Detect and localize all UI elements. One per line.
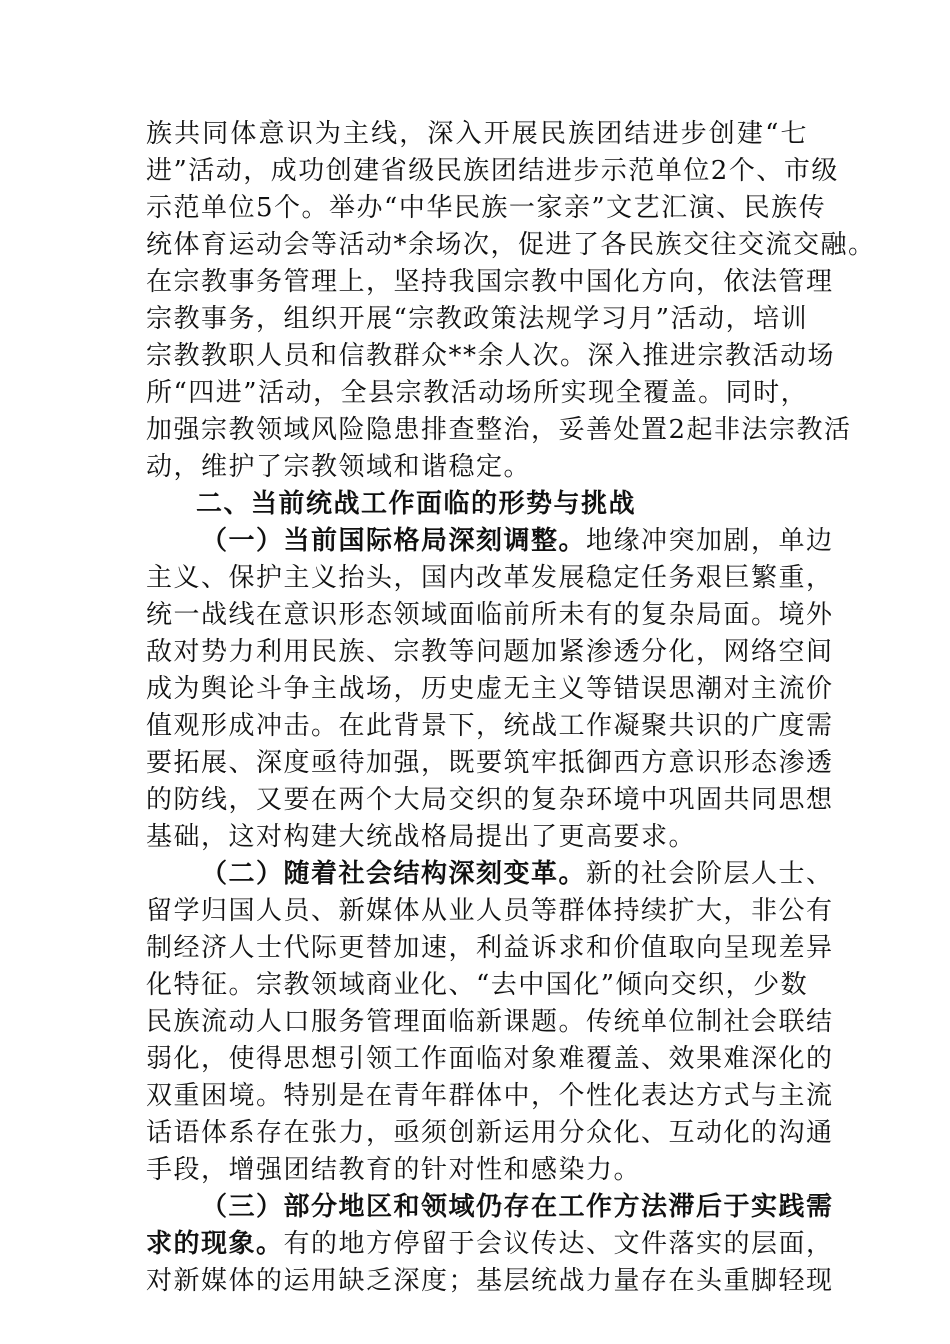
text-line: 弱化，使得思想引领工作面临对象难覆盖、效果难深化的: [146, 1044, 834, 1074]
text-line: 双重困境。特别是在青年群体中，个性化表达方式与主流: [146, 1081, 834, 1111]
text-line: 宗教事务，组织开展“宗教政策法规学习月”活动，培训: [146, 304, 809, 334]
text-line: 进”活动，成功创建省级民族团结进步示范单位2个、市级: [146, 156, 839, 186]
text-line: 宗教教职人员和信教群众**余人次。深入推进宗教活动场: [146, 341, 836, 371]
paragraph-1: [146, 116, 876, 486]
item-3-second-line: [146, 1226, 834, 1263]
item-1-first-rest: 地缘冲突加剧，单边: [586, 526, 834, 556]
text-line: 动，维护了宗教领域和谐稳定。: [146, 452, 532, 482]
text-line: 在宗教事务管理上，坚持我国宗教中国化方向，依法管理: [146, 267, 834, 297]
text-line: 手段，增强团结教育的针对性和感染力。: [146, 1155, 642, 1185]
text-line: 加强宗教领域风险隐患排查整治，妥善处置2起非法宗教活: [146, 415, 852, 445]
text-line: 化特征。宗教领域商业化、“去中国化”倾向交织，少数: [146, 970, 809, 1000]
text-line: 统一战线在意识形态领域面临前所未有的复杂局面。境外: [146, 600, 834, 630]
text-line: 成为舆论斗争主战场，历史虚无主义等错误思潮对主流价: [146, 674, 834, 704]
text-line: 统体育运动会等活动*余场次，促进了各民族交往交流交融。: [146, 230, 876, 260]
text-line: 基础，这对构建大统战格局提出了更高要求。: [146, 822, 697, 852]
text-line: 族共同体意识为主线，深入开展民族团结进步创建“七: [146, 119, 808, 149]
text-line: 的防线，又要在两个大局交织的复杂环境中巩固共同思想: [146, 785, 834, 815]
item-1: [146, 523, 834, 856]
text-line: 要拓展、深度亟待加强，既要筑牢抵御西方意识形态渗透: [146, 748, 834, 778]
text-line: 主义、保护主义抬头，国内改革发展稳定任务艰巨繁重，: [146, 563, 834, 593]
document-body: [146, 116, 876, 1300]
item-3-lead: （三）部分地区和领域仍存在工作方法滞后于实践需: [201, 1192, 834, 1222]
item-2-first-line: [146, 856, 834, 893]
text-line: 示范单位5个。举办“中华民族一家亲”文艺汇演、民族传: [146, 193, 827, 223]
text-line: 对新媒体的运用缺乏深度；基层统战力量存在头重脚轻现: [146, 1266, 834, 1296]
item-2: [146, 856, 834, 1189]
text-line: 制经济人士代际更替加速，利益诉求和价值取向呈现差异: [146, 933, 834, 963]
text-line: 所“四进”活动，全县宗教活动场所实现全覆盖。同时，: [146, 378, 809, 408]
text-line: 民族流动人口服务管理面临新课题。传统单位制社会联结: [146, 1007, 834, 1037]
text-line: 留学归国人员、新媒体从业人员等群体持续扩大，非公有: [146, 896, 834, 926]
item-3-first-rest: 有的地方停留于会议传达、文件落实的层面，: [283, 1229, 834, 1259]
text-line: 值观形成冲击。在此背景下，统战工作凝聚共识的广度需: [146, 711, 834, 741]
text-line: 话语体系存在张力，亟须创新运用分众化、互动化的沟通: [146, 1118, 834, 1148]
text-line: 敌对势力利用民族、宗教等问题加紧渗透分化，网络空间: [146, 637, 834, 667]
section-heading: 二、当前统战工作面临的形势与挑战: [196, 489, 637, 519]
item-3-lead-end: 求的现象。: [146, 1229, 284, 1259]
item-1-lead: （一）当前国际格局深刻调整。: [201, 526, 587, 556]
item-1-first-line: [146, 523, 834, 560]
item-2-lead: （二）随着社会结构深刻变革。: [201, 859, 587, 889]
item-3: [146, 1189, 834, 1300]
item-2-first-rest: 新的社会阶层人士、: [586, 859, 834, 889]
